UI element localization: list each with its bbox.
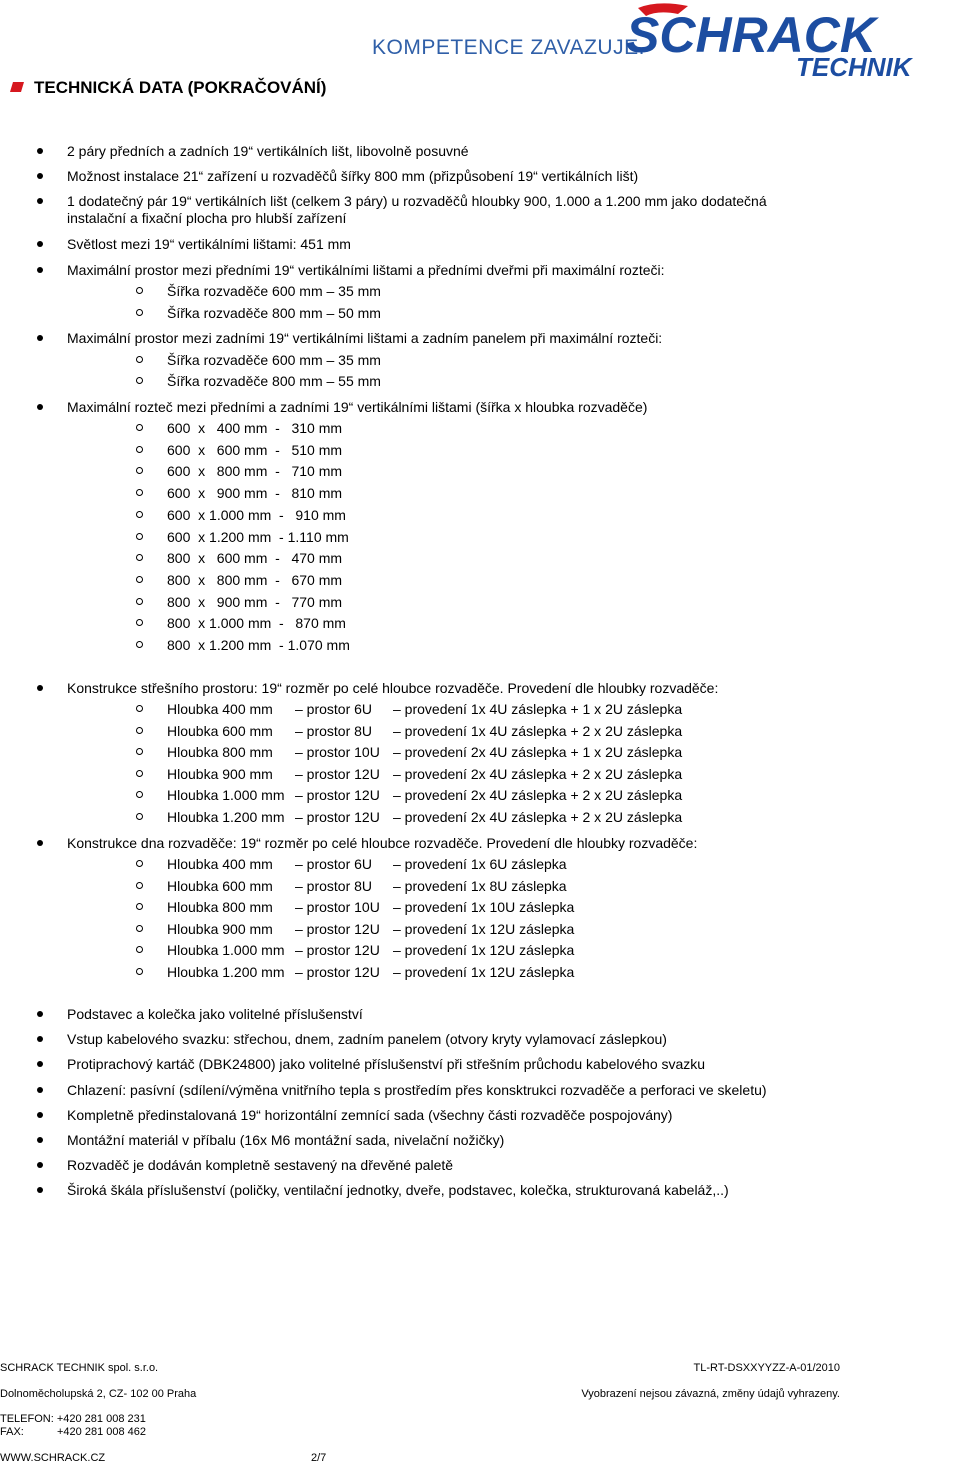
sub-list-text: – prostor 12U: [295, 809, 380, 825]
sub-list-text: Hloubka 600 mm: [167, 722, 273, 739]
circle-bullet-icon: [136, 356, 143, 363]
sub-list-text: – provedení 2x 4U záslepka + 2 x 2U záslepka: [393, 787, 683, 804]
circle-bullet-icon: [136, 533, 143, 540]
circle-bullet-icon: [136, 598, 143, 605]
sub-list-text: Hloubka 400 mm: [167, 856, 273, 872]
schrack-logo: [618, 2, 958, 80]
sub-list-text: Hloubka 900 mm: [167, 765, 273, 782]
sub-list-text: – prostor 8U: [295, 877, 373, 894]
sub-list-text: 800 x 600 mm - 470 mm: [167, 550, 343, 567]
circle-bullet-icon: [136, 860, 143, 867]
bullet-icon: [37, 1137, 43, 1143]
circle-bullet-icon: [136, 641, 143, 648]
page-title: TECHNICKÁ DATA (POKRAČOVÁNÍ): [34, 78, 327, 97]
circle-bullet-icon: [136, 287, 143, 294]
sub-list-text: Hloubka 800 mm: [167, 899, 273, 916]
footer-disclaimer: Vyobrazení nejsou závazná, změny údajů vyhrazeny.: [581, 1388, 840, 1400]
circle-bullet-icon: [136, 813, 143, 820]
bullet-icon: [37, 1162, 43, 1168]
bullet-icon: [37, 1011, 43, 1017]
sub-list-text: Hloubka 800 mm: [167, 744, 273, 761]
circle-bullet-icon: [136, 791, 143, 798]
sub-list-text: – prostor 12U: [295, 787, 380, 804]
circle-bullet-icon: [136, 576, 143, 583]
sub-list-text: – provedení 2x 4U záslepka + 2 x 2U záslepka: [393, 765, 683, 782]
sub-list-text: – provedení 1x 4U záslepka + 1 x 2U záslepka: [393, 701, 683, 717]
bullet-icon: [37, 173, 43, 179]
sub-list-text: Hloubka 600 mm: [167, 877, 273, 894]
circle-bullet-icon: [136, 309, 143, 316]
bullet-icon: [37, 198, 43, 204]
circle-bullet-icon: [136, 925, 143, 932]
bullet-icon: [37, 1187, 43, 1193]
footer-company: SCHRACK TECHNIK spol. s.r.o.: [0, 1362, 159, 1374]
bullet-icon: [37, 1112, 43, 1118]
circle-bullet-icon: [136, 882, 143, 889]
sub-list-text: 600 x 600 mm - 510 mm: [167, 441, 343, 458]
brand-tagline: KOMPETENCE ZAVAZUJE.: [372, 36, 645, 59]
sub-list-text: – prostor 6U: [295, 856, 373, 872]
sub-list-text: Hloubka 1.000 mm: [167, 787, 285, 804]
sub-list-text: 600 x 800 mm - 710 mm: [167, 463, 343, 480]
bullet-icon: [37, 267, 43, 273]
footer-address: Dolnoměcholupská 2, CZ- 102 00 Praha: [0, 1388, 197, 1400]
circle-bullet-icon: [136, 705, 143, 712]
bullet-icon: [37, 241, 43, 247]
circle-bullet-icon: [136, 467, 143, 474]
sub-list-text: 800 x 800 mm - 670 mm: [167, 571, 343, 588]
sub-list-text: – prostor 12U: [295, 920, 380, 937]
circle-bullet-icon: [136, 446, 143, 453]
svg-text:TECHNIK: TECHNIK: [796, 52, 912, 80]
circle-bullet-icon: [136, 377, 143, 384]
circle-bullet-icon: [136, 968, 143, 975]
sub-list-text: 600 x 900 mm - 810 mm: [167, 485, 343, 502]
sub-list-text: 800 x 1.000 mm - 870 mm: [167, 615, 346, 632]
bullet-icon: [37, 685, 43, 691]
footer-fax: +420 281 008 462: [57, 1426, 147, 1438]
sub-list-text: 600 x 400 mm - 310 mm: [167, 420, 343, 436]
sub-list-text: – prostor 12U: [295, 765, 380, 782]
sub-list-text: – provedení 1x 8U záslepka: [393, 877, 567, 894]
sub-list-text: – provedení 1x 4U záslepka + 2 x 2U záslepka: [393, 722, 683, 739]
sub-list-text: Hloubka 400 mm: [167, 701, 273, 717]
circle-bullet-icon: [136, 770, 143, 777]
footer-web[interactable]: WWW.SCHRACK.CZ: [0, 1452, 106, 1464]
footer-doc-id: TL-RT-DSXXYYZZ-A-01/2010: [693, 1362, 840, 1374]
sub-list-text: – provedení 1x 10U záslepka: [393, 899, 575, 916]
bullet-icon: [37, 1087, 43, 1093]
sub-list-text: – prostor 10U: [295, 899, 380, 916]
bullet-icon: [37, 148, 43, 154]
circle-bullet-icon: [136, 489, 143, 496]
sub-list-text: – provedení 2x 4U záslepka + 2 x 2U záslepka: [393, 809, 683, 825]
sub-list-text: Hloubka 1.000 mm: [167, 942, 285, 959]
footer-page-number: 2/7: [311, 1452, 327, 1464]
circle-bullet-icon: [136, 903, 143, 910]
bullet-icon: [37, 404, 43, 410]
sub-list-text: – provedení 1x 12U záslepka: [393, 942, 575, 959]
sub-list-text: – provedení 1x 12U záslepka: [393, 964, 575, 980]
circle-bullet-icon: [136, 748, 143, 755]
bullet-icon: [37, 1061, 43, 1067]
footer-phone: TELEFON: +420 281 008 231: [0, 1413, 146, 1425]
sub-list-text: – prostor 12U: [295, 964, 380, 980]
bullet-icon: [37, 335, 43, 341]
sub-list-text: 600 x 1.000 mm - 910 mm: [167, 506, 346, 523]
sub-list-text: Hloubka 900 mm: [167, 920, 273, 937]
sub-list-text: 600 x 1.200 mm - 1.110 mm: [167, 528, 349, 545]
title-marker-icon: [10, 82, 24, 92]
circle-bullet-icon: [136, 424, 143, 431]
sub-list-text: – provedení 1x 6U záslepka: [393, 856, 567, 872]
sub-list-text: – prostor 8U: [295, 722, 373, 739]
circle-bullet-icon: [136, 619, 143, 626]
sub-list-text: – prostor 6U: [295, 701, 373, 717]
bullet-icon: [37, 1036, 43, 1042]
sub-list-text: 800 x 1.200 mm - 1.070 mm: [167, 637, 350, 653]
footer-fax-label: FAX:: [0, 1426, 24, 1438]
sub-list-text: 800 x 900 mm - 770 mm: [167, 593, 343, 610]
circle-bullet-icon: [136, 554, 143, 561]
sub-list-text: Hloubka 1.200 mm: [167, 809, 285, 825]
circle-bullet-icon: [136, 727, 143, 734]
bullet-icon: [37, 840, 43, 846]
sub-list-text: – prostor 12U: [295, 942, 380, 959]
circle-bullet-icon: [136, 511, 143, 518]
sub-list-text: – provedení 1x 12U záslepka: [393, 920, 575, 937]
svg-text:SCHRACK: SCHRACK: [626, 7, 876, 63]
sub-list-text: Hloubka 1.200 mm: [167, 964, 285, 980]
circle-bullet-icon: [136, 946, 143, 953]
sub-list-text: – prostor 10U: [295, 744, 380, 761]
sub-list-text: – provedení 2x 4U záslepka + 1 x 2U záslepka: [393, 744, 683, 761]
